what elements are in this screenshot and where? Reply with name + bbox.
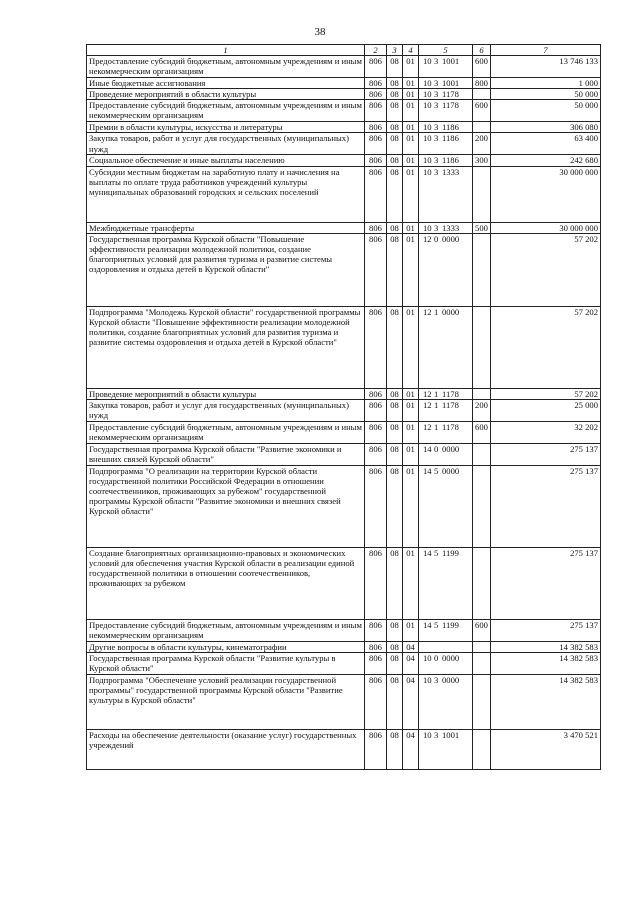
csr-part: 12 [423,233,432,244]
csr-part: 5 [434,547,439,558]
row-pr-cell: 04 [403,729,419,769]
row-pr-cell: 01 [403,306,419,388]
row-rz-cell: 08 [387,465,403,547]
row-pr-cell: 01 [403,122,419,133]
row-ved-cell: 806 [365,222,387,233]
row-pr-cell: 01 [403,133,419,155]
csr-part: 12 [423,399,432,410]
csr-part: 1199 [442,547,459,558]
csr-part: 10 [423,78,432,88]
row-sum-cell: 14 382 583 [491,674,601,729]
column-header: 1 [87,45,365,56]
row-sum-cell: 57 202 [491,388,601,399]
row-rz-cell: 08 [387,155,403,166]
csr-part: 1186 [442,155,459,166]
csr-part: 0 [434,443,439,454]
row-csr-cell [419,421,473,443]
csr-part: 14 [423,443,432,454]
csr-part: 10 [423,729,432,740]
row-csr-cell [419,166,473,222]
row-rz-cell: 08 [387,619,403,641]
table-row [87,399,601,421]
row-csr-cell [419,56,473,78]
csr-part: 3 [434,674,439,685]
row-name-cell: Социальное обеспечение и иные выплаты населению [87,155,365,166]
row-vr-cell: 500 [473,222,491,233]
row-vr-cell [473,652,491,674]
table-row [87,465,601,547]
row-sum-cell: 25 000 [491,399,601,421]
row-csr-cell [419,306,473,388]
row-vr-cell [473,89,491,100]
row-vr-cell: 200 [473,399,491,421]
table-row [87,78,601,89]
row-sum-cell: 242 680 [491,155,601,166]
column-header: 5 [419,45,473,56]
row-name-cell: Закупка товаров, работ и услуг для государственных (муниципальных) нужд [87,133,365,155]
row-name-cell: Межбюджетные трансферты [87,222,365,233]
row-csr-cell [419,233,473,306]
csr-part: 12 [423,421,432,432]
table-row [87,641,601,652]
row-sum-cell: 63 400 [491,133,601,155]
row-rz-cell: 08 [387,729,403,769]
csr-part: 10 [423,122,432,133]
row-csr-cell [419,399,473,421]
row-sum-cell: 14 382 583 [491,641,601,652]
row-rz-cell: 08 [387,388,403,399]
csr-part: 3 [434,133,439,144]
row-vr-cell [473,547,491,619]
csr-part: 3 [434,100,439,111]
csr-part: 1199 [442,619,459,630]
row-ved-cell: 806 [365,674,387,729]
table-row [87,388,601,399]
row-sum-cell: 13 746 133 [491,56,601,78]
row-ved-cell: 806 [365,56,387,78]
csr-part: 0000 [442,465,460,476]
csr-part: 0000 [442,674,460,685]
row-pr-cell: 01 [403,388,419,399]
row-rz-cell: 08 [387,674,403,729]
row-pr-cell: 01 [403,465,419,547]
row-vr-cell [473,443,491,465]
row-pr-cell: 01 [403,222,419,233]
table-row [87,729,601,769]
row-pr-cell: 01 [403,233,419,306]
row-sum-cell: 50 000 [491,89,601,100]
row-ved-cell: 806 [365,443,387,465]
csr-part: 12 [423,388,432,399]
row-sum-cell: 57 202 [491,306,601,388]
row-vr-cell: 300 [473,155,491,166]
row-pr-cell: 04 [403,641,419,652]
csr-part: 14 [423,619,432,630]
row-name-cell: Субсидии местным бюджетам на заработную плату и начисления на выплаты по оплате труда работников учреждений культуры муниципальных образований городских и сельских поселений [87,166,365,222]
row-name-cell: Премии в области культуры, искусства и литературы [87,122,365,133]
csr-part: 0000 [442,306,460,317]
row-rz-cell: 08 [387,443,403,465]
row-name-cell: Создание благоприятных организационно-правовых и экономических условий для обеспечения участия Курской области в реализации единой государственной политики в отношении соотечественников, проживающих за рубежом [87,547,365,619]
row-csr-cell [419,465,473,547]
csr-part: 10 [423,100,432,111]
row-name-cell: Подпрограмма "Обеспечение условий реализации государственной программы" государственной программы Курской области "Развитие культуры в Курской области" [87,674,365,729]
csr-part: 10 [423,56,432,66]
row-csr-cell [419,222,473,233]
row-sum-cell: 3 470 521 [491,729,601,769]
table-row [87,122,601,133]
row-sum-cell: 32 202 [491,421,601,443]
table-row [87,233,601,306]
csr-part: 14 [423,547,432,558]
table-row [87,619,601,641]
row-sum-cell: 57 202 [491,233,601,306]
row-csr-cell [419,122,473,133]
row-rz-cell: 08 [387,547,403,619]
table-row [87,56,601,78]
row-vr-cell [473,166,491,222]
row-rz-cell: 08 [387,78,403,89]
row-ved-cell: 806 [365,641,387,652]
csr-part: 1178 [442,388,459,399]
row-pr-cell: 01 [403,421,419,443]
row-vr-cell [473,641,491,652]
row-csr-cell [419,641,473,652]
row-sum-cell: 14 382 583 [491,652,601,674]
row-name-cell: Подпрограмма "О реализации на территории Курской области государственной политики Российской Федерации в отношении соотечественников, проживающих за рубежом" государственной программы Курской области "Развитие экономики и внешних связей Курской области" [87,465,365,547]
csr-part: 3 [434,155,439,166]
row-pr-cell: 04 [403,674,419,729]
table-row [87,155,601,166]
row-ved-cell: 806 [365,619,387,641]
row-sum-cell: 306 080 [491,122,601,133]
row-vr-cell: 600 [473,56,491,78]
row-csr-cell [419,729,473,769]
csr-part: 10 [423,155,432,166]
csr-part: 1 [434,306,439,317]
row-name-cell: Другие вопросы в области культуры, кинематографии [87,641,365,652]
csr-part: 0 [434,233,439,244]
csr-part: 1178 [442,100,459,111]
csr-part: 12 [423,306,432,317]
row-csr-cell [419,89,473,100]
csr-part: 0000 [442,652,460,663]
csr-part: 1186 [442,133,459,144]
row-rz-cell: 08 [387,166,403,222]
row-sum-cell: 30 000 000 [491,222,601,233]
row-ved-cell: 806 [365,122,387,133]
row-vr-cell [473,388,491,399]
csr-part: 1178 [442,89,459,100]
table-row [87,674,601,729]
row-pr-cell: 01 [403,89,419,100]
csr-part: 1001 [442,78,460,88]
row-ved-cell: 806 [365,399,387,421]
csr-part: 1 [434,399,439,410]
csr-part: 0000 [442,443,460,454]
row-pr-cell: 01 [403,56,419,78]
row-ved-cell: 806 [365,233,387,306]
csr-part: 3 [434,78,439,88]
row-csr-cell [419,78,473,89]
csr-part: 10 [423,222,432,233]
row-name-cell: Расходы на обеспечение деятельности (оказание услуг) государственных учреждений [87,729,365,769]
row-vr-cell: 600 [473,421,491,443]
row-name-cell: Иные бюджетные ассигнования [87,78,365,89]
row-vr-cell: 600 [473,100,491,122]
row-csr-cell [419,155,473,166]
row-pr-cell: 01 [403,155,419,166]
csr-part: 1 [434,388,439,399]
row-name-cell: Проведение мероприятий в области культуры [87,388,365,399]
csr-part: 1333 [442,166,460,177]
row-ved-cell: 806 [365,133,387,155]
row-pr-cell: 01 [403,443,419,465]
row-csr-cell [419,100,473,122]
row-pr-cell: 01 [403,100,419,122]
row-vr-cell [473,674,491,729]
row-sum-cell: 275 137 [491,443,601,465]
row-vr-cell [473,306,491,388]
table-row [87,443,601,465]
column-header: 3 [387,45,403,56]
row-pr-cell: 01 [403,399,419,421]
row-ved-cell: 806 [365,78,387,89]
column-header: 6 [473,45,491,56]
csr-part: 10 [423,674,432,685]
row-vr-cell [473,465,491,547]
row-ved-cell: 806 [365,729,387,769]
table-header-row [87,45,601,56]
row-pr-cell: 01 [403,619,419,641]
row-ved-cell: 806 [365,306,387,388]
row-rz-cell: 08 [387,56,403,78]
row-pr-cell: 01 [403,78,419,89]
table-row [87,222,601,233]
row-rz-cell: 08 [387,122,403,133]
csr-part: 1001 [442,729,460,740]
row-sum-cell: 275 137 [491,465,601,547]
table-row [87,100,601,122]
column-header: 7 [491,45,601,56]
row-sum-cell: 1 000 [491,78,601,89]
row-rz-cell: 08 [387,133,403,155]
table-row [87,89,601,100]
row-name-cell: Государственная программа Курской области "Развитие экономики и внешних связей Курской области" [87,443,365,465]
row-csr-cell [419,547,473,619]
csr-part: 3 [434,729,439,740]
row-name-cell: Предоставление субсидий бюджетным, автономным учреждениям и иным некоммерческим организациям [87,421,365,443]
row-name-cell: Предоставление субсидий бюджетным, автономным учреждениям и иным некоммерческим организациям [87,56,365,78]
table-row [87,652,601,674]
csr-part: 14 [423,465,432,476]
row-rz-cell: 08 [387,89,403,100]
csr-part: 0 [434,652,439,663]
row-rz-cell: 08 [387,100,403,122]
row-name-cell: Подпрограмма "Молодежь Курской области" государственной программы Курской области "Повышение эффективности реализации молодежной политики, создание благоприятных условий для развития туризма и развитие системы оздоровления и отдыха детей в Курской области" [87,306,365,388]
row-ved-cell: 806 [365,89,387,100]
row-ved-cell: 806 [365,100,387,122]
row-sum-cell: 275 137 [491,547,601,619]
budget-table [86,44,601,770]
row-sum-cell: 275 137 [491,619,601,641]
row-name-cell: Проведение мероприятий в области культуры [87,89,365,100]
page-number: 38 [314,26,326,38]
column-header: 2 [365,45,387,56]
row-sum-cell: 50 000 [491,100,601,122]
row-csr-cell [419,674,473,729]
table-row [87,421,601,443]
row-name-cell: Государственная программа Курской области "Развитие культуры в Курской области" [87,652,365,674]
row-vr-cell [473,729,491,769]
row-rz-cell: 08 [387,641,403,652]
csr-part: 10 [423,89,432,100]
row-ved-cell: 806 [365,652,387,674]
csr-part: 1333 [442,222,460,233]
row-ved-cell: 806 [365,155,387,166]
csr-part: 3 [434,122,439,133]
column-header: 4 [403,45,419,56]
csr-part: 3 [434,222,439,233]
row-rz-cell: 08 [387,652,403,674]
csr-part: 10 [423,133,432,144]
row-rz-cell: 08 [387,421,403,443]
row-csr-cell [419,443,473,465]
row-ved-cell: 806 [365,166,387,222]
row-vr-cell [473,122,491,133]
row-name-cell: Закупка товаров, работ и услуг для государственных (муниципальных) нужд [87,399,365,421]
row-ved-cell: 806 [365,547,387,619]
csr-part: 5 [434,619,439,630]
table-row [87,547,601,619]
row-csr-cell [419,619,473,641]
csr-part: 1186 [442,122,459,133]
row-csr-cell [419,133,473,155]
csr-part: 1001 [442,56,460,66]
csr-part: 3 [434,89,439,100]
row-name-cell: Предоставление субсидий бюджетным, автономным учреждениям и иным некоммерческим организациям [87,100,365,122]
row-vr-cell [473,233,491,306]
table-row [87,306,601,388]
row-pr-cell: 01 [403,547,419,619]
row-rz-cell: 08 [387,233,403,306]
row-csr-cell [419,652,473,674]
row-name-cell: Предоставление субсидий бюджетным, автономным учреждениям и иным некоммерческим организациям [87,619,365,641]
row-ved-cell: 806 [365,421,387,443]
row-rz-cell: 08 [387,306,403,388]
csr-part: 5 [434,465,439,476]
csr-part: 1 [434,421,439,432]
row-ved-cell: 806 [365,388,387,399]
row-pr-cell: 01 [403,166,419,222]
row-rz-cell: 08 [387,222,403,233]
csr-part: 1178 [442,399,459,410]
csr-part: 0000 [442,233,460,244]
table-row [87,133,601,155]
csr-part: 1178 [442,421,459,432]
csr-part: 3 [434,166,439,177]
row-rz-cell: 08 [387,399,403,421]
row-vr-cell: 800 [473,78,491,89]
row-ved-cell: 806 [365,465,387,547]
row-vr-cell: 600 [473,619,491,641]
csr-part: 10 [423,166,432,177]
row-vr-cell: 200 [473,133,491,155]
csr-part: 3 [434,56,439,66]
row-pr-cell: 04 [403,652,419,674]
row-sum-cell: 30 000 000 [491,166,601,222]
row-name-cell: Государственная программа Курской области "Повышение эффективности реализации молодежной политики, создание благоприятных условий для развития туризма и развитие системы оздоровления и отдыха детей в Курской области" [87,233,365,306]
row-csr-cell [419,388,473,399]
table-row [87,166,601,222]
csr-part: 10 [423,652,432,663]
